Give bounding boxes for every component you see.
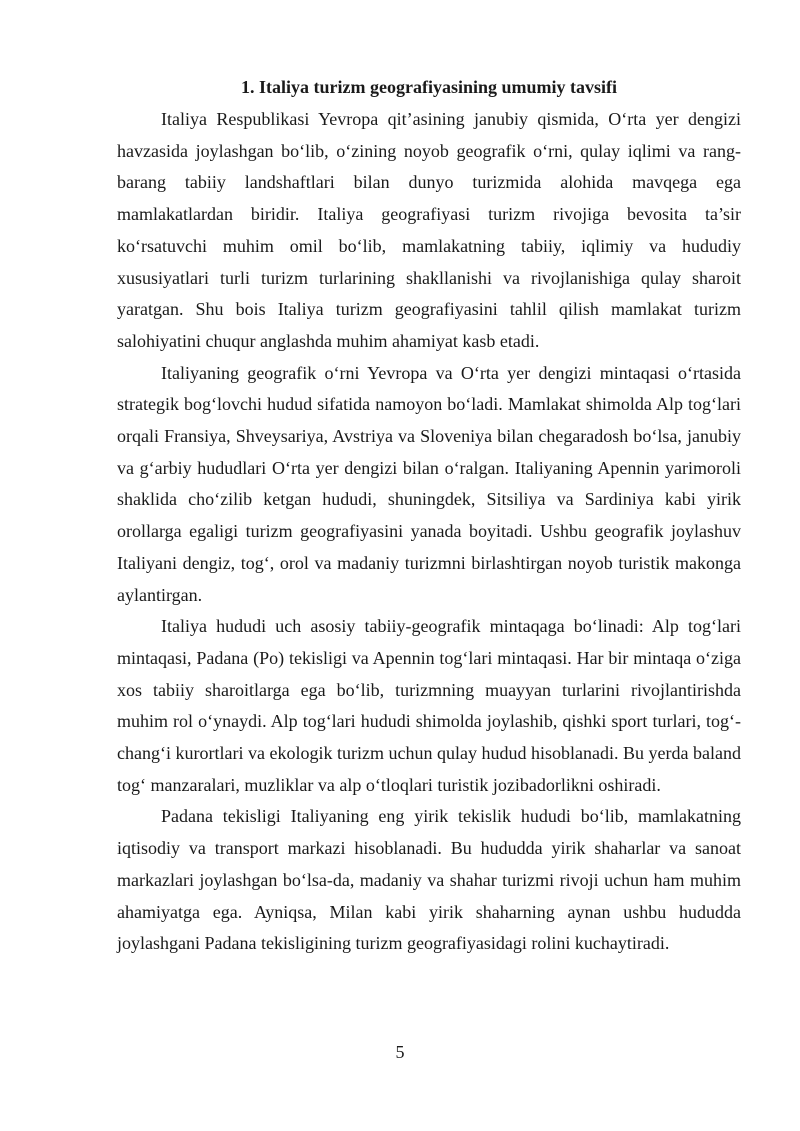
paragraph-3: Italiya hududi uch asosiy tabiiy-geografik mintaqaga bo‘linadi: Alp tog‘lari mintaqasi, Padana (Po) tekisligi va Apennin tog‘lari mintaqasi. Har bir mintaqa o‘ziga xos tabiiy sharoitlarga ega bo‘lib, turizmning muayyan turlarini rivojlantirishda muhim rol o‘ynaydi. Alp tog‘lari hududi shimolda joylashib, qishki sport turlari, tog‘-chang‘i kurortlari va ekologik turizm uchun qulay hudud hisoblanadi. Bu yerda baland tog‘ manzaralari, muzliklar va alp o‘tloqlari turistik jozibadorlikni oshiradi. — [117, 616, 741, 795]
paragraph-2: Italiyaning geografik o‘rni Yevropa va O‘rta yer dengizi mintaqasi o‘rtasida strategik bog‘lovchi hudud sifatida namoyon bo‘ladi. Mamlakat shimolda Alp tog‘lari orqali Fransiya, Shveysariya, Avstriya va Sloveniya bilan chegaradosh bo‘lsa, janubiy va g‘arbiy hududlari O‘rta yer dengizi bilan o‘ralgan. Italiyaning Apennin yarimoroli shaklida cho‘zilib ketgan hududi, shuningdek, Sitsiliya va Sardiniya kabi yirik orollarga egaligi turizm geografiyasini yanada boyitadi. Ushbu geografik joylashuv Italiyani dengiz, tog‘, orol va madaniy turizmni birlashtirgan noyob turistik makonga aylantirgan. — [117, 362, 741, 605]
paragraph-1: Italiya Respublikasi Yevropa qit’asining janubiy qismida, O‘rta yer dengizi havzasida joylashgan bo‘lib, o‘zining noyob geografik o‘rni, qulay iqlimi va rang-barang tabiiy landshaftlari bilan dunyo turizmida alohida mavqega ega mamlakatlardan biridir. Italiya geografiyasi turizm rivojiga bevosita ta’sir ko‘rsatuvchi muhim omil bo‘lib, mamlakatning tabiiy, iqlimiy va hududiy xususiyatlari turli turizm turlarining shakllanishi va rivojlanishiga qulay sharoit yaratgan. Shu bois Italiya turizm geografiyasini tahlil qilish mamlakat turizm salohiyatini chuqur anglashda muhim ahamiyat kasb etadi. — [117, 109, 741, 351]
section-title: 1. Italiya turizm geografiyasining umumiy tavsifi — [241, 77, 617, 97]
page-number: 5 — [395, 1042, 405, 1062]
paragraph-4: Padana tekisligi Italiyaning eng yirik tekislik hududi bo‘lib, mamlakatning iqtisodiy va transport markazi hisoblanadi. Bu hududda yirik shaharlar va sanoat markazlari joylashgan bo‘lsa-da, madaniy va shahar turizmi rivoji uchun ham muhim ahamiyatga ega. Ayniqsa, Milan kabi yirik shaharning aynan ushbu hududda joylashgani Padana tekisligining turizm geografiyasidagi rolini kuchaytiradi. — [117, 806, 741, 954]
page-content — [117, 70, 741, 960]
